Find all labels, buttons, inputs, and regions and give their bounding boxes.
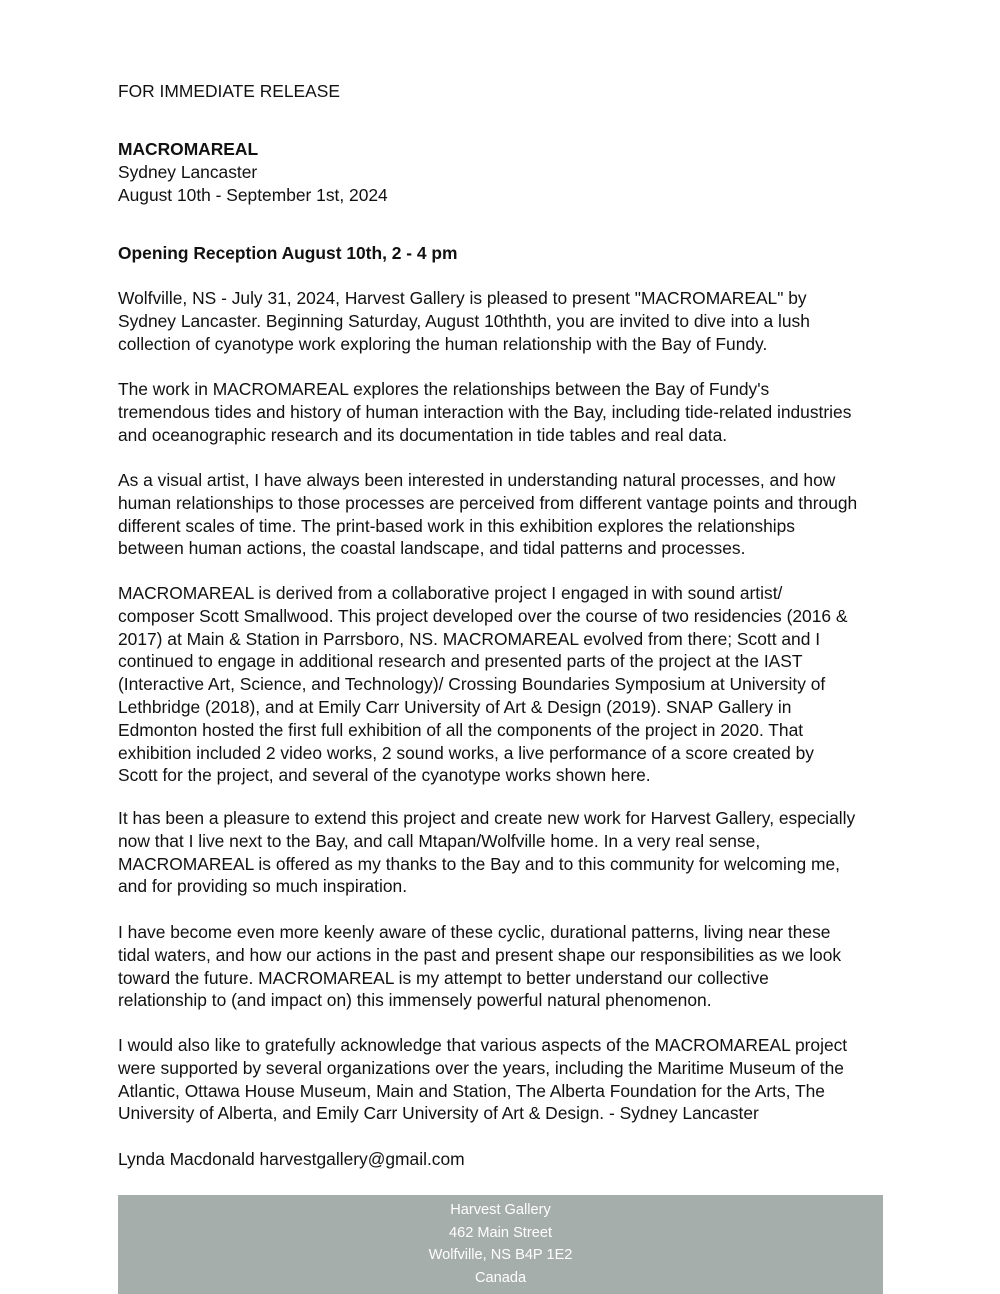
paragraph-7 bbox=[118, 1034, 886, 1125]
opening-reception bbox=[118, 242, 886, 265]
paragraph-line: human relationships to those processes are perceived from different vantage points and through bbox=[118, 492, 858, 513]
paragraph-line: tidal waters, and how our actions in the past and present shape our responsibilities as we look bbox=[118, 944, 842, 965]
paragraph-line: tremendous tides and history of human interaction with the Bay, including tide-related industries bbox=[118, 401, 852, 422]
paragraph-line: 2017) at Main & Station in Parrsboro, NS. MACROMAREAL evolved from there; Scott and I bbox=[118, 628, 821, 649]
paragraph-line: MACROMAREAL is offered as my thanks to the Bay and to this community for welcoming me, bbox=[118, 853, 840, 874]
footer-gallery-name: Harvest Gallery bbox=[450, 1202, 551, 1218]
exhibition-info bbox=[118, 138, 886, 206]
paragraph-line: Scott for the project, and several of the cyanotype works shown here. bbox=[118, 765, 651, 786]
paragraph-line: different scales of time. The print-based work in this exhibition explores the relationships bbox=[118, 515, 795, 536]
exhibition-title: MACROMAREAL bbox=[118, 139, 259, 159]
paragraph-line: and for providing so much inspiration. bbox=[118, 876, 408, 897]
contact-text: Lynda Macdonald harvestgallery@gmail.com bbox=[118, 1149, 465, 1169]
paragraph-1 bbox=[118, 287, 886, 355]
paragraph-line: MACROMAREAL is derived from a collaborative project I engaged in with sound artist/ bbox=[118, 583, 783, 603]
paragraph-3 bbox=[118, 469, 886, 560]
exhibition-dates: August 10th - September 1st, 2024 bbox=[118, 184, 388, 205]
paragraph-line: I would also like to gratefully acknowledge that various aspects of the MACROMAREAL project bbox=[118, 1035, 848, 1055]
release-label-text: FOR IMMEDIATE RELEASE bbox=[118, 81, 340, 101]
footer-city: Wolfville, NS B4P 1E2 bbox=[428, 1247, 573, 1263]
paragraph-line: Atlantic, Ottawa House Museum, Main and Station, The Alberta Foundation for the Arts, The bbox=[118, 1080, 825, 1101]
paragraph-line: Wolfville, NS - July 31, 2024, Harvest Gallery is pleased to present "MACROMAREAL" by bbox=[118, 288, 807, 308]
opening-reception-text: Opening Reception August 10th, 2 - 4 pm bbox=[118, 243, 458, 263]
paragraph-line: were supported by several organizations over the years, including the Maritime Museum of the bbox=[118, 1057, 844, 1078]
artist-name: Sydney Lancaster bbox=[118, 161, 258, 182]
paragraph-line: now that I live next to the Bay, and call Mtapan/Wolfville home. In a very real sense, bbox=[118, 830, 761, 851]
paragraph-line: Sydney Lancaster. Beginning Saturday, August 10ththth, you are invited to dive into a lush bbox=[118, 310, 810, 331]
paragraph-2 bbox=[118, 378, 886, 446]
paragraph-6 bbox=[118, 921, 886, 1012]
contact-line bbox=[118, 1148, 886, 1171]
paragraph-line: As a visual artist, I have always been interested in understanding natural processes, and how bbox=[118, 470, 836, 490]
paragraph-line: collection of cyanotype work exploring the human relationship with the Bay of Fundy. bbox=[118, 333, 768, 354]
paragraph-line: and oceanographic research and its documentation in tide tables and real data. bbox=[118, 424, 728, 445]
footer-address-bar bbox=[118, 1195, 883, 1294]
paragraph-line: The work in MACROMAREAL explores the relationships between the Bay of Fundy's bbox=[118, 379, 770, 399]
paragraph-line: It has been a pleasure to extend this project and create new work for Harvest Gallery, especially bbox=[118, 808, 856, 828]
paragraph-line: I have become even more keenly aware of these cyclic, durational patterns, living near these bbox=[118, 922, 831, 942]
paragraph-5 bbox=[118, 807, 886, 898]
paragraph-line: between human actions, the coastal landscape, and tidal patterns and processes. bbox=[118, 538, 746, 559]
footer-street: 462 Main Street bbox=[448, 1225, 553, 1241]
paragraph-line: toward the future. MACROMAREAL is my attempt to better understand our collective bbox=[118, 967, 769, 988]
paragraph-line: University of Alberta, and Emily Carr University of Art & Design. - Sydney Lancaster bbox=[118, 1103, 759, 1124]
paragraph-4 bbox=[118, 582, 886, 787]
paragraph-line: continued to engage in additional research and presented parts of the project at the IAST bbox=[118, 651, 803, 672]
paragraph-line: relationship to (and impact on) this immensely powerful natural phenomenon. bbox=[118, 990, 712, 1011]
paragraph-line: Edmonton hosted the first full exhibition of all the components of the project in 2020. That bbox=[118, 719, 804, 740]
release-label bbox=[118, 80, 886, 103]
paragraph-line: composer Scott Smallwood. This project developed over the course of two residencies (2016 & bbox=[118, 605, 848, 626]
paragraph-line: exhibition included 2 video works, 2 sound works, a live performance of a score created by bbox=[118, 742, 814, 763]
press-release-page bbox=[118, 0, 886, 1294]
paragraph-line: Lethbridge (2018), and at Emily Carr University of Art & Design (2019). SNAP Gallery in bbox=[118, 696, 792, 717]
footer-country: Canada bbox=[474, 1270, 527, 1286]
paragraph-line: (Interactive Art, Science, and Technology)/ Crossing Boundaries Symposium at University of bbox=[118, 674, 826, 695]
